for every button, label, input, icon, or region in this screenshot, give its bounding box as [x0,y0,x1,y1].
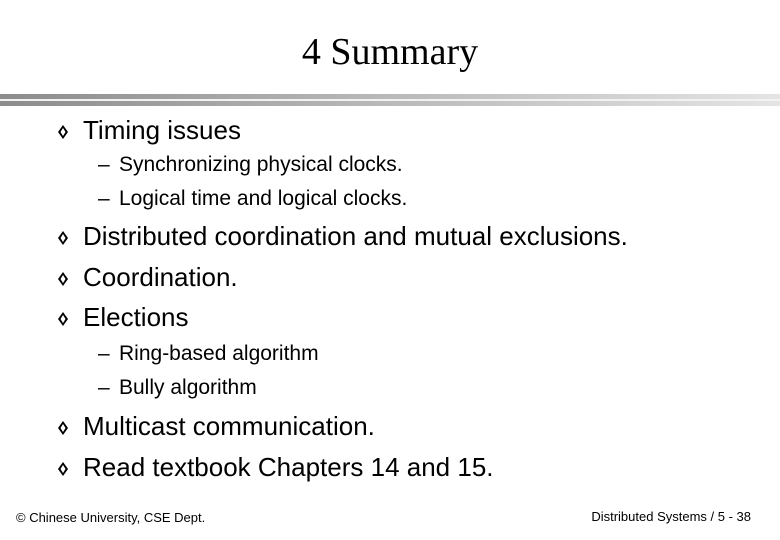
sub-bullet-text: Logical time and logical clocks. [119,187,408,210]
sub-bullet-text: Synchronizing physical clocks. [119,153,403,176]
sub-bullet-text: Ring-based algorithm [119,342,319,365]
bullet-text: Distributed coordination and mutual exclusions. [83,221,628,251]
diamond-bullet-icon [58,462,68,476]
slide-title: 4 Summary [301,31,479,73]
sub-bullet-text: Bully algorithm [119,376,257,399]
bullet-text: Elections [83,302,189,332]
bullet-text: Timing issues [83,115,241,145]
dash-marker: – [98,187,110,210]
diamond-bullet-icon [58,272,68,286]
bullet-text: Read textbook Chapters 14 and 15. [83,452,494,482]
dash-marker: – [98,153,110,176]
diamond-bullet-icon [58,421,68,435]
diamond-bullet-icon [58,125,68,139]
dash-marker: – [98,342,110,365]
footer-page-reference: Distributed Systems / 5 - 38 [591,509,751,524]
bullet-text: Coordination. [83,262,238,292]
bullet-text: Multicast communication. [83,411,375,441]
diamond-bullet-icon [58,231,68,245]
diamond-bullet-icon [58,312,68,326]
footer-copyright: © Chinese University, CSE Dept. [16,510,206,525]
dash-marker: – [98,376,110,399]
title-divider [0,94,780,108]
